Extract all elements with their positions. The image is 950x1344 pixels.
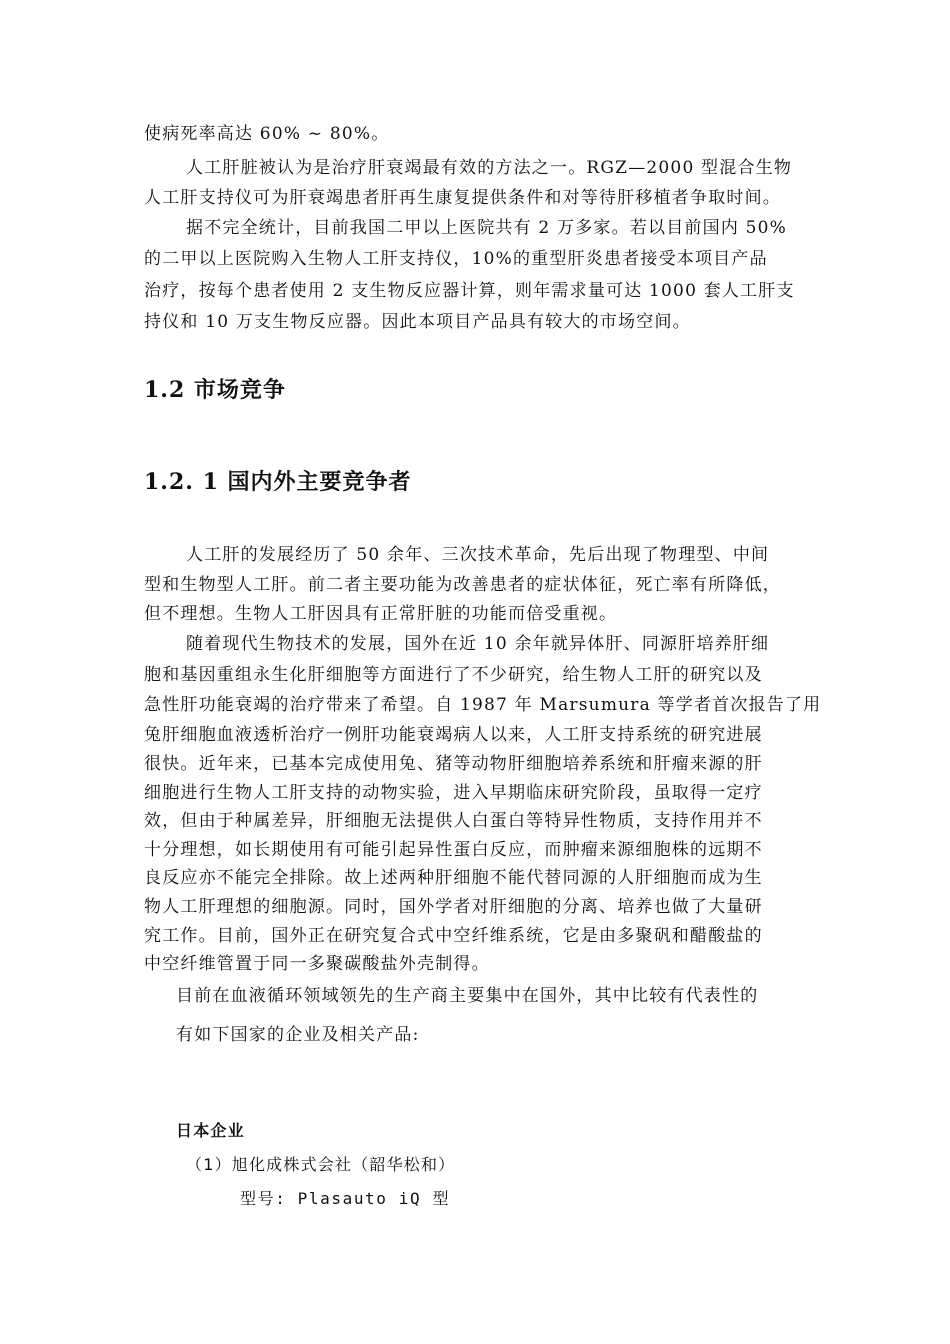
japan-item-1-model: 型号: Plasauto iQ 型 (240, 1189, 451, 1208)
japan-companies-heading: 日本企业 (176, 1121, 245, 1140)
heading-main-competitors: 1.2. 1 国内外主要竞争者 (144, 469, 412, 495)
intro-p2-line1: 人工肝脏被认为是治疗肝衰竭最有效的方法之一。RGZ—2000 型混合生物 (186, 158, 793, 178)
competitors-p2-line11: 究工作。目前，国外正在研究复合式中空纤维系统，它是由多聚矾和醋酸盐的 (144, 926, 763, 946)
competitors-p1-line1: 人工肝的发展经历了 50 余年、三次技术革命，先后出现了物理型、中间 (186, 545, 770, 565)
competitors-p3-line1: 目前在血液循环领域领先的生产商主要集中在国外，其中比较有代表性的 (176, 986, 759, 1006)
intro-p3-line1: 据不完全统计，目前我国二甲以上医院共有 2 万多家。若以目前国内 50% (186, 218, 788, 238)
japan-item-1: （1）旭化成株式会社（韶华松和） (186, 1155, 456, 1174)
intro-p2-line2: 人工肝支持仪可为肝衰竭患者肝再生康复提供条件和对等待肝移植者争取时间。 (144, 188, 781, 208)
intro-p3-line4: 持仪和 10 万支生物反应器。因此本项目产品具有较大的市场空间。 (144, 312, 691, 332)
intro-p1-line1: 使病死率高达 60% ~ 80%。 (144, 124, 390, 144)
competitors-p2-line7: 效，但由于种属差异，肝细胞无法提供人白蛋白等特异性物质，支持作用并不 (144, 811, 763, 831)
competitors-p2-line4: 兔肝细胞血液透析治疗一例肝功能衰竭病人以来，人工肝支持系统的研究进展 (144, 725, 763, 745)
competitors-p2-line3: 急性肝功能衰竭的治疗带来了希望。自 1987 年 Marsumura 等学者首次报告了用 (144, 695, 822, 715)
competitors-p2-line2: 胞和基因重组永生化肝细胞等方面进行了不少研究，给生物人工肝的研究以及 (144, 665, 763, 685)
competitors-p2-line10: 物人工肝理想的细胞源。同时，国外学者对肝细胞的分离、培养也做了大量研 (144, 897, 763, 917)
competitors-p2-line12: 中空纤维管置于同一多聚碳酸盐外壳制得。 (144, 954, 490, 974)
competitors-p2-line9: 良反应亦不能完全排除。故上述两种肝细胞不能代替同源的人肝细胞而成为生 (144, 868, 763, 888)
competitors-p2-line5: 很快。近年来，已基本完成使用兔、猪等动物肝细胞培养系统和肝瘤来源的肝 (144, 754, 763, 774)
competitors-p2-line8: 十分理想，如长期使用有可能引起异性蛋白反应，而肿瘤来源细胞株的远期不 (144, 840, 763, 860)
intro-p3-line2: 的二甲以上医院购入生物人工肝支持仪，10%的重型肝炎患者接受本项目产品 (144, 249, 768, 269)
heading-market-competition: 1.2 市场竞争 (144, 377, 286, 403)
intro-p3-line3: 治疗，按每个患者使用 2 支生物反应器计算，则年需求量可达 1000 套人工肝支 (144, 281, 795, 301)
competitors-p3-line2: 有如下国家的企业及相关产品: (176, 1025, 420, 1045)
competitors-p1-line3: 但不理想。生物人工肝因具有正常肝脏的功能而倍受重视。 (144, 604, 618, 624)
competitors-p2-line1: 随着现代生物技术的发展，国外在近 10 余年就异体肝、同源肝培养肝细 (186, 634, 770, 654)
competitors-p1-line2: 型和生物型人工肝。前二者主要功能为改善患者的症状体征，死亡率有所降低， (144, 575, 781, 595)
competitors-p2-line6: 细胞进行生物人工肝支持的动物实验，进入早期临床研究阶段，虽取得一定疗 (144, 783, 763, 803)
